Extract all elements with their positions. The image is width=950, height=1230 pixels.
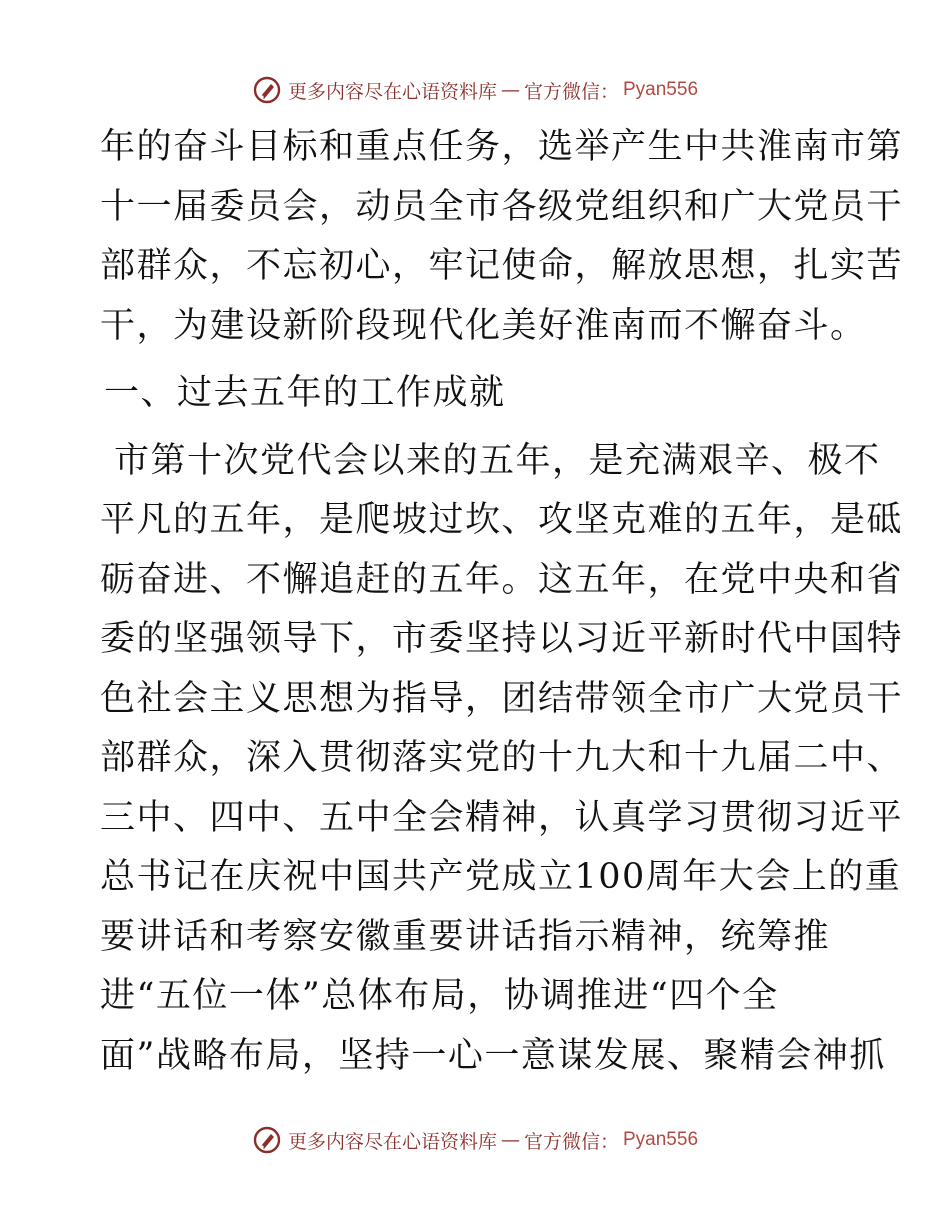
paragraph-line: 砺奋进、不懈追赶的五年。这五年，在党中央和省: [100, 559, 904, 600]
banner-wechat-label: 官方微信：: [523, 80, 619, 103]
text-line: 十一届委员会，动员全市各级党组织和广大党员干: [100, 186, 904, 227]
banner-wechat-label: 官方微信：: [523, 1130, 619, 1153]
banner-dash: —: [500, 1129, 520, 1151]
paragraph-line: 部群众，深入贯彻落实党的十九大和十九届二中、: [100, 738, 904, 778]
paragraph-line: 市第十次党代会以来的五年，是充满艰辛、极不: [114, 440, 881, 481]
text-line: 干，为建设新阶段现代化美好淮南而不懈奋斗。: [100, 305, 867, 346]
text-line: 部群众，不忘初心，牢记使命，解放思想，扎实苦: [100, 246, 904, 286]
paragraph-line: 平凡的五年，是爬坡过坎、攻坚克难的五年，是砥: [100, 500, 904, 540]
paragraph-line: 面”战略布局，坚持一心一意谋发展、聚精会神抓: [100, 1035, 886, 1076]
pen-nib-logo-icon: [252, 1125, 282, 1155]
text-line: 年的奋斗目标和重点任务，选举产生中共淮南市第: [100, 127, 904, 167]
paragraph-line: 进“五位一体”总体布局，协调推进“四个全: [100, 976, 779, 1016]
paragraph-line: 三中、四中、五中全会精神，认真学习贯彻习近平: [100, 797, 904, 838]
paragraph-line: 总书记在庆祝中国共产党成立100周年大会上的重: [100, 857, 902, 897]
banner-main-text: 更多内容尽在心语资料库: [287, 1130, 497, 1153]
document-body: [100, 118, 904, 1086]
section-heading: 一、过去五年的工作成就: [104, 373, 506, 413]
paragraph-line: 色社会主义思想为指导，团结带领全市广大党员干: [100, 678, 904, 719]
paragraph-line: 委的坚强领导下，市委坚持以习近平新时代中国特: [100, 619, 904, 659]
banner-main-text: 更多内容尽在心语资料库: [287, 80, 497, 103]
paragraph-line: 要讲话和考察安徽重要讲话指示精神，统筹推: [100, 916, 831, 957]
header-watermark: [0, 70, 950, 110]
footer-watermark: [0, 1120, 950, 1160]
pen-nib-logo-icon: [252, 75, 282, 105]
banner-dash: —: [500, 79, 520, 101]
banner-handle: Pyan556: [623, 1129, 699, 1150]
banner-handle: Pyan556: [623, 79, 699, 100]
